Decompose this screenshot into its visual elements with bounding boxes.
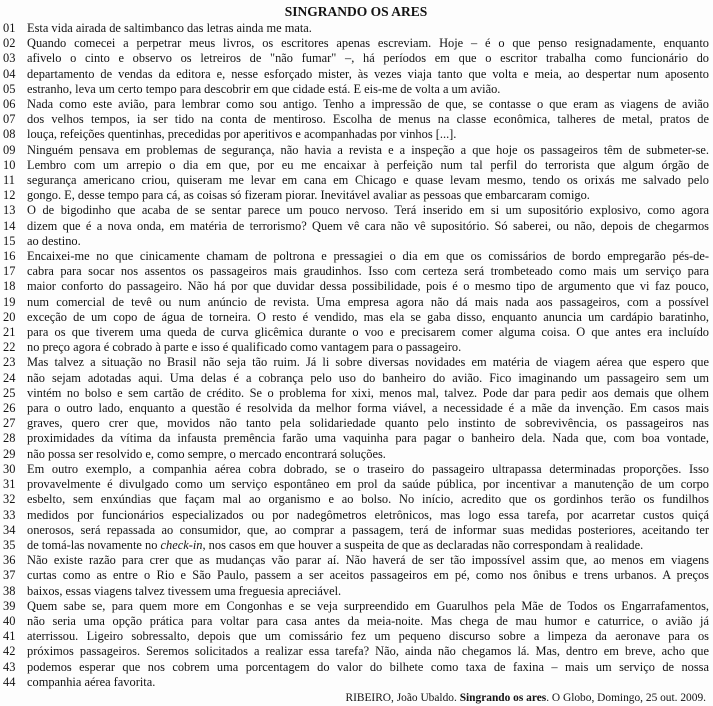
text-line (3, 660, 709, 675)
line-text: exceção de um copo de água de torneira. O resto é vendido, mas ela se gaba disso, enquanto anuncia um cardápio baratinho, (27, 309, 709, 324)
line-number: 41 (3, 629, 16, 644)
line-number: 21 (3, 325, 16, 340)
line-number: 30 (3, 461, 16, 476)
text-line (3, 568, 709, 583)
line-text: provavelmente é divulgado como um serviço espontâneo em prol da saúde pública, por incentivar a manutenção de um corpo (27, 477, 709, 492)
text-line (3, 264, 709, 279)
text-line (3, 416, 709, 431)
line-number: 27 (3, 416, 16, 431)
line-number: 19 (3, 294, 16, 309)
text-line (3, 553, 709, 568)
citation-rest: . O Globo, Domingo, 25 out. 2009. (546, 691, 706, 704)
text-line (3, 447, 709, 462)
text-line (3, 249, 709, 264)
text-line (3, 538, 709, 553)
line-text: no preço agora é cobrado à parte e isso é qualificado como vantagem para o passageiro. (27, 340, 462, 355)
text-line (3, 279, 709, 294)
line-text: companhia aérea favorita. (27, 674, 156, 689)
line-text: não sejam adotadas aqui. Uma delas é a cobrança pelo uso do banheiro do avião. Fico imaginando um passageiro sem um (27, 370, 709, 385)
line-text: Quando comecei a perpetrar meus livros, os escritores apenas escreviam. Hoje – é o que penso resignadamente, enquanto (27, 36, 709, 51)
line-number: 10 (3, 157, 16, 172)
text-line (3, 675, 709, 690)
line-number: 42 (3, 644, 16, 659)
line-number: 26 (3, 401, 16, 416)
text-line (3, 173, 709, 188)
line-text: Mas talvez a situação no Brasil não seja tão ruim. Já li sobre diversas novidades em matéria de viagem aérea que espero que (27, 355, 709, 370)
line-number: 31 (3, 477, 16, 492)
line-text: de tomá-las novamente no check-in, nos casos em que houver a suspeita de que as declaradas não correspondam à realidade. (27, 537, 644, 552)
line-text: Encaixei-me no que cinicamente chamam de poltrona e pressagiei o dia em que os comissários de bordo empregarão pés-de- (27, 249, 709, 264)
line-text: para o outro lado, enquanto a questão é resolvida da melhor forma viável, a necessidade é a mãe da invenção. Em casos mais (27, 401, 709, 416)
line-text: Lembro com um arrepio o dia em que, por eu me encaixar à perfeição num tal perfil do terrorista que algum órgão de (27, 157, 709, 172)
text-line (3, 584, 709, 599)
text-line (3, 431, 709, 446)
text-line (3, 112, 709, 127)
line-text: ao destino. (27, 233, 81, 248)
line-number: 39 (3, 598, 16, 613)
line-text: graves, quero crer que, movidos não tanto pela solidariedade quanto pelo instinto de sobrevivência, os passageiros nas (27, 416, 709, 431)
line-number: 38 (3, 583, 16, 598)
line-text: Quem sabe se, para quem more em Congonhas e se veja surpreendido em Guarulhos pela Mãe de Todos os Engarrafamentos, (27, 598, 709, 613)
citation-work-title: Singrando os ares (459, 691, 547, 704)
text-line (3, 644, 709, 659)
text-line (3, 523, 709, 538)
line-number: 36 (3, 553, 16, 568)
text-line (3, 371, 709, 386)
text-line (3, 355, 709, 370)
line-number: 17 (3, 264, 16, 279)
line-number: 14 (3, 218, 16, 233)
line-text: cabra para socar nos assentos os passageiros mais graudinhos. Isso com certeza será trombeteado como mais um serviço para (27, 264, 709, 279)
line-text: dizem que é a nova onda, em matéria de terrorismo? Quem vê cara não vê supositório. Só saberei, ou não, depois de chegarmos (27, 218, 709, 233)
text-line (3, 36, 709, 51)
line-text: num comercial de tevê ou num anúncio de revista. Uma empresa agora não dá mais nada aos passageiros, com a possível (27, 294, 709, 309)
text-line (3, 629, 709, 644)
text-line (3, 97, 709, 112)
text-line (3, 82, 709, 97)
line-number: 33 (3, 507, 16, 522)
text-line (3, 599, 709, 614)
citation (3, 691, 709, 706)
text-line (3, 340, 709, 355)
line-number: 12 (3, 188, 16, 203)
line-text: Esta vida airada de saltimbanco das letras ainda me mata. (27, 21, 312, 35)
line-number: 09 (3, 142, 16, 157)
line-number: 15 (3, 233, 16, 248)
text-line (3, 310, 709, 325)
line-text: Nada como este avião, para lembrar como sou antigo. Tenho a impressão de que, se contasse o que eram as viagens de avião (27, 97, 709, 112)
line-number: 03 (3, 51, 16, 66)
line-text: aterrissou. Ligeiro sobressalto, depois que um comissário fez um pequeno discurso sobre a limpeza da aeronave para os (27, 629, 709, 644)
text-line (3, 21, 709, 36)
text-line (3, 203, 709, 218)
text-line (3, 401, 709, 416)
line-number: 35 (3, 537, 16, 552)
line-number: 37 (3, 568, 16, 583)
text-line (3, 234, 709, 249)
line-number: 01 (3, 21, 16, 35)
line-number: 32 (3, 492, 16, 507)
text-line (3, 477, 709, 492)
line-text: O de bigodinho que acaba de se sentar parece um pouco nervoso. Terá inserido em si um supositório explosivo, como agora (27, 203, 709, 218)
line-text: curtas como as entre o Rio e São Paulo, passem a ser aceitos passageiros em pé, como nos ônibus e trens urbanos. A preços (27, 568, 709, 583)
line-number: 07 (3, 112, 16, 127)
line-number: 23 (3, 355, 16, 370)
line-number: 28 (3, 431, 16, 446)
line-text: Não existe razão para crer que as mudanças vão parar aí. Não haverá de ser tão impossível assim que, ao menos em viagens (27, 553, 709, 568)
line-number: 24 (3, 370, 16, 385)
line-text: proximidades da vítima da infausta premência farão uma vaquinha para pagar o banheiro dela. Nada que, com boa vontade, (27, 431, 709, 446)
line-text: maior conforto do passageiro. Não há por que duvidar dessa possibilidade, pois é o mesmo tipo de argumento que vi faz pouco, (27, 279, 709, 294)
line-number: 20 (3, 309, 16, 324)
line-text: segurança americano criou, quiseram me levar em cana em Chicago e quase levam mesmo, tendo os orixás me salvado pelo (27, 173, 709, 188)
text-line (3, 127, 709, 142)
line-text: onerosos, será repassada ao consumidor, que, ao comprar a passagem, terá de informar suas medidas posteriores, aceitando ter (27, 522, 709, 537)
line-number: 22 (3, 340, 16, 355)
line-text: não possa ser resolvido e, como sempre, o mercado encontrará soluções. (27, 446, 386, 461)
line-text: vintém no bolso e sem cartão de crédito. Se o problema for xixi, menos mal, talvez. Pode dar para pedir aos demais que olhem (27, 385, 709, 400)
text-body (3, 21, 709, 690)
text-line (3, 614, 709, 629)
text-line (3, 67, 709, 82)
line-text: Ninguém pensava em problemas de segurança, não havia a revista e a inspeção a que hoje os passageiros têm de submeter-se. (27, 142, 709, 157)
line-text: esbelto, sem enxúndias que façam mal ao organismo e ao bolso. No início, acredito que os gordinhos terão os fundilhos (27, 492, 709, 507)
line-number: 02 (3, 36, 16, 51)
line-number: 06 (3, 97, 16, 112)
line-text: afivelo o cinto e observo os letreiros de "não fumar" –, há períodos em que o escritor trabalha como funcionário do (27, 51, 709, 66)
text-line (3, 51, 709, 66)
line-text: podemos esperar que nos cobrem uma porcentagem do valor do bilhete como taxa de faxina – mais um serviço de nossa (27, 659, 709, 674)
text-line (3, 295, 709, 310)
line-text: estranho, leva um certo tempo para descobrir em que cidade está. E eis-me de volta a um avião. (27, 81, 501, 96)
line-text: dos velhos tempos, ia ser tido na conta de mentiroso. Escolha de menus na classe econômica, talheres de metal, pratos de (27, 112, 709, 127)
text-line (3, 188, 709, 203)
line-number: 04 (3, 66, 16, 81)
text-line (3, 492, 709, 507)
line-text: Em outro exemplo, a companhia aérea cobra dobrado, se o traseiro do passageiro ultrapassa determinadas proporções. Isso (27, 461, 709, 476)
line-number: 40 (3, 613, 16, 628)
text-line (3, 158, 709, 173)
line-text: baixos, essas viagens talvez tivessem uma freguesia apreciável. (27, 583, 342, 598)
line-number: 05 (3, 81, 16, 96)
citation-author: RIBEIRO, João Ubaldo. (345, 691, 460, 704)
line-number: 08 (3, 127, 16, 142)
line-number: 13 (3, 203, 16, 218)
line-text: próximos passageiros. Seremos solicitados a realizar essa tarefa? Não, ainda não chegamos lá. Mas, dentro em breve, acho que (27, 644, 709, 659)
line-number: 18 (3, 279, 16, 294)
text-line (3, 143, 709, 158)
text-line (3, 386, 709, 401)
text-line (3, 508, 709, 523)
line-number: 25 (3, 385, 16, 400)
line-text: louça, refeições quentinhas, precedidas por aperitivos e acompanhadas por vinhos [...]. (27, 127, 457, 142)
line-text: gongo. E, desse tempo para cá, as coisas só fizeram piorar. Inevitável avaliar as pessoas que embarcaram comigo. (27, 188, 590, 203)
line-text: departamento de vendas da editora e, nesse esforçado mister, às vezes viaja tanto que volta e meia, ao despertar num aposento (27, 66, 709, 81)
line-text: para os que tiverem uma queda de curva glicêmica durante o voo e precisarem comer alguma coisa. O que antes era incluído (27, 325, 709, 340)
text-line (3, 325, 709, 340)
line-text: medidos por funcionários especializados ou por nadegômetros eletrônicos, mas logo essa tarefa, por acarretar custos quiçá (27, 507, 709, 522)
line-number: 11 (3, 173, 15, 188)
text-line (3, 462, 709, 477)
line-number: 34 (3, 522, 16, 537)
line-number: 44 (3, 674, 16, 689)
line-number: 16 (3, 249, 16, 264)
document-title: SINGRANDO OS ARES (284, 4, 428, 19)
line-number: 43 (3, 659, 16, 674)
line-text: não seria uma opção prática para voltar para casa antes da meia-noite. Mas chega de mau humor e caturrice, o avião já (27, 613, 709, 628)
line-number: 29 (3, 446, 16, 461)
text-line (3, 219, 709, 234)
